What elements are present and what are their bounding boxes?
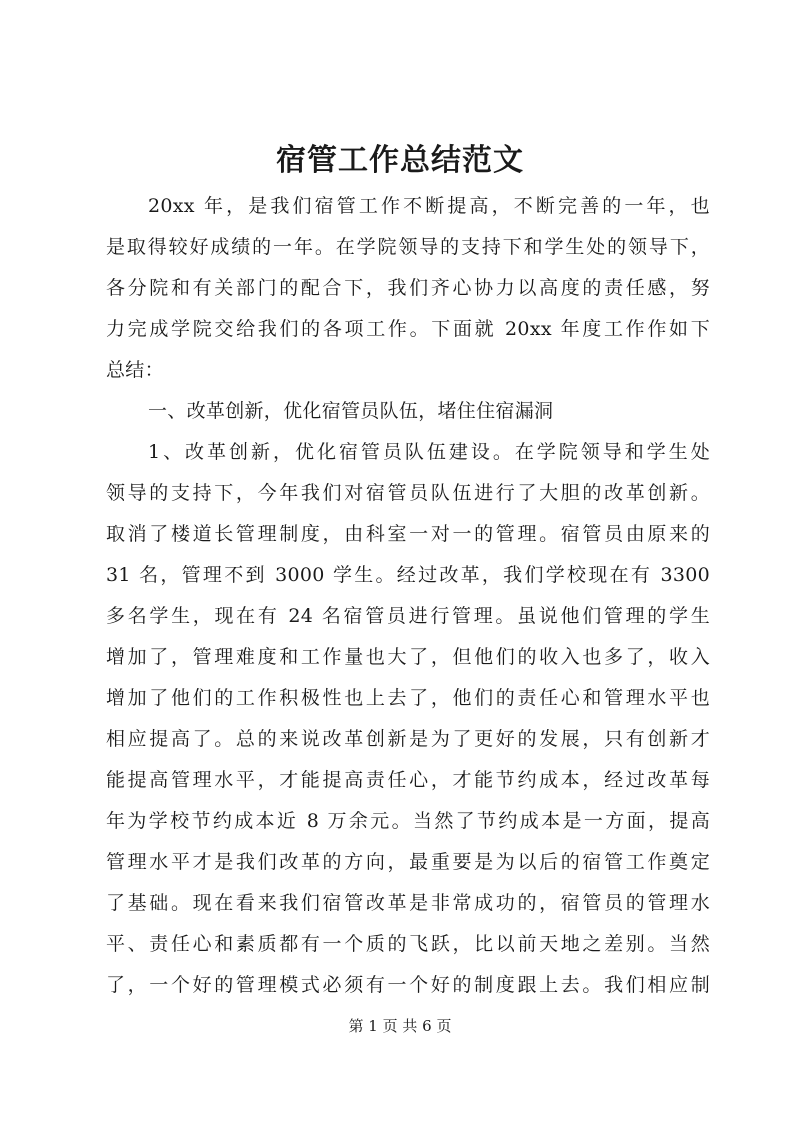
paragraph-line: 取消了楼道长管理制度，由科室一对一的管理。宿管员由原来的 xyxy=(106,523,710,545)
paragraph-line: 各分院和有关部门的配合下，我们齐心协力以高度的责任感，努 xyxy=(106,277,710,299)
paragraph-line: 管理水平才是我们改革的方向，最重要是为以后的宿管工作奠定 xyxy=(106,851,710,873)
page-footer: 第 1 页 共 6 页 xyxy=(348,1017,452,1035)
paragraph-line: 31 名，管理不到 3000 学生。经过改革，我们学校现在有 3300 xyxy=(106,564,710,586)
paragraph-line: 多名学生，现在有 24 名宿管员进行管理。虽说他们管理的学生 xyxy=(106,605,710,627)
paragraph-line: 相应提高了。总的来说改革创新是为了更好的发展，只有创新才 xyxy=(106,728,710,750)
paragraph-line: 1、改革创新，优化宿管员队伍建设。在学院领导和学生处 xyxy=(148,441,710,463)
paragraph-line: 20xx 年，是我们宿管工作不断提高，不断完善的一年，也 xyxy=(148,195,710,217)
document-body xyxy=(106,186,710,1006)
paragraph-line: 是取得较好成绩的一年。在学院领导的支持下和学生处的领导下， xyxy=(106,236,710,258)
section-heading: 一、改革创新，优化宿管员队伍，堵住住宿漏洞 xyxy=(148,400,554,422)
paragraph-line: 了基础。现在看来我们宿管改革是非常成功的，宿管员的管理水 xyxy=(106,892,710,914)
paragraph-line: 能提高管理水平，才能提高责任心，才能节约成本，经过改革每 xyxy=(106,769,710,791)
paragraph-line: 了，一个好的管理模式必须有一个好的制度跟上去。我们相应制 xyxy=(106,974,710,996)
paragraph-line: 增加了，管理难度和工作量也大了，但他们的收入也多了，收入 xyxy=(106,646,710,668)
paragraph-line: 力完成学院交给我们的各项工作。下面就 20xx 年度工作作如下 xyxy=(106,318,710,340)
paragraph-line: 总结： xyxy=(106,359,164,381)
document-title: 宿管工作总结范文 xyxy=(276,143,524,178)
paragraph-line: 年为学校节约成本近 8 万余元。当然了节约成本是一方面，提高 xyxy=(106,810,710,832)
paragraph-line: 平、责任心和素质都有一个质的飞跃，比以前天地之差别。当然 xyxy=(106,933,710,955)
paragraph-line: 增加了他们的工作积极性也上去了，他们的责任心和管理水平也 xyxy=(106,687,710,709)
paragraph-line: 领导的支持下，今年我们对宿管员队伍进行了大胆的改革创新。 xyxy=(106,482,710,504)
